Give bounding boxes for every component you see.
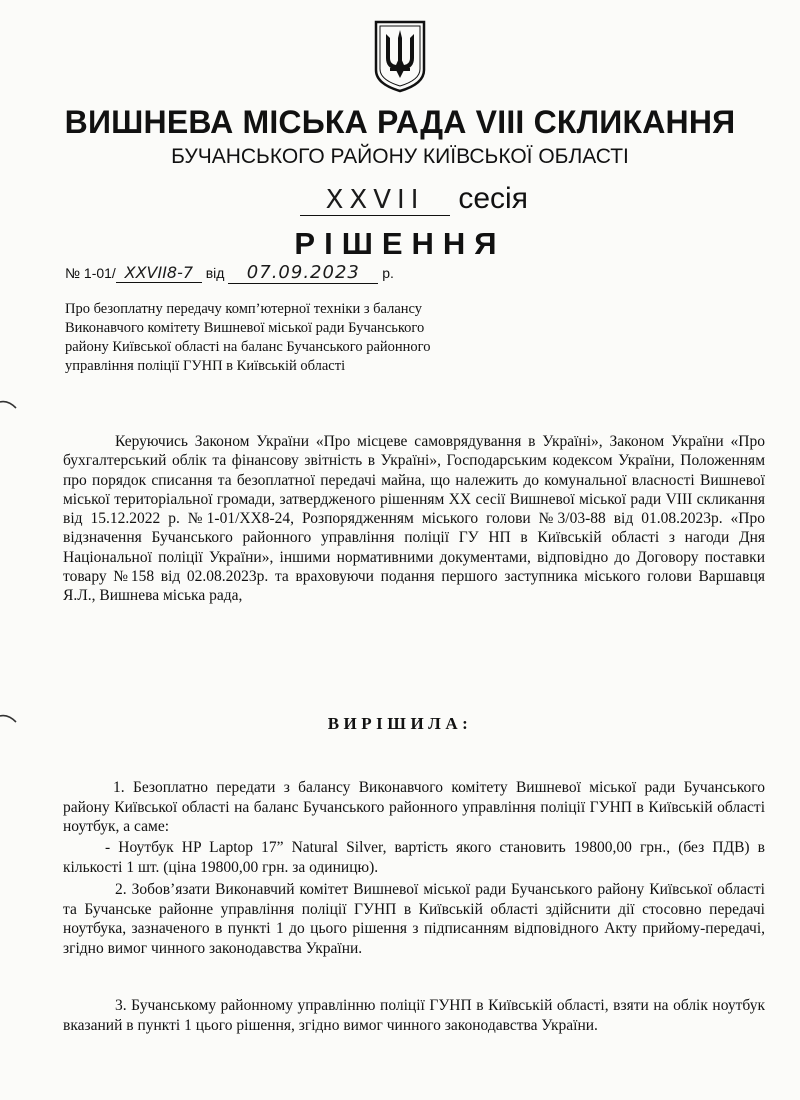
resolution-item-1-detail: - Ноутбук HP Laptop 17” Natural Silver, вартість якого становить 19800,00 грн., (без ПДВ) в кількості 1 шт. (ціна 19800,00 грн. за одиницю). — [63, 839, 765, 876]
resolution-item-3: 3. Бучанському районному управлінню поліції ГУНП в Київській області, взяти на облік ноутбук вказаний в пункті 1 цього рішення, згідно вимог чинного законодавства України. — [63, 997, 765, 1034]
session-line — [300, 182, 528, 216]
date-prefix: від — [205, 265, 225, 281]
resolution-item-1: 1. Безоплатно передати з балансу Виконавчого комітету Вишневої міської ради Бучанського району Київської області на баланс Бучанського районного управління поліції ГУНП в Київській області ноутбук, а саме: — [63, 779, 765, 835]
resolved-heading: ВИРІШИЛА: — [327, 714, 473, 733]
district-subtitle: БУЧАНСЬКОГО РАЙОНУ КИЇВСЬКОЇ ОБЛАСТІ — [171, 145, 629, 168]
council-title: ВИШНЕВА МІСЬКА РАДА VIII СКЛИКАННЯ — [64, 104, 736, 140]
session-label: сесія — [458, 182, 528, 215]
decision-date: 07.09.2023 — [228, 262, 378, 284]
resolution-item-2: 2. Зобов’язати Виконавчий комітет Вишневої міської ради Бучанського району Київської області та Бучанське районне управління поліції ГУНП в Київській області здійснити дії стосовно передачі ноутбука, зазначеного в пункті 1 до цього рішення з підписанням відповідного Акту прийому-передачі, згідно вимог чинного законодавства України. — [63, 881, 765, 957]
decision-number: XXVII8-7 — [116, 263, 202, 283]
decision-subject: Про безоплатну передачу комп’ютерної техніки з балансу Виконавчого комітету Вишневої міської ради Бучанського району Київської області на баланс Бучанського районного управління поліції ГУНП в Київській області — [65, 301, 431, 374]
decision-title: РІШЕННЯ — [294, 226, 506, 261]
decision-number-line — [65, 262, 394, 284]
preamble-paragraph: Керуючись Законом України «Про місцеве самоврядування в Україні», Законом України «Про бухгалтерський облік та фінансову звітність в Україні», Господарським кодексом України, Положенням про порядок списання та безоплатної передачі майна, що належить до комунальної власності Вишневої міської територіальної громади, затвердженого рішенням XX сесії Вишневої міської ради VIII скликання від 15.12.2022 р. №1-01/XX8-24, Розпорядженням міського голови №3/03-88 від 01.08.2023р. «Про відзначення Бучанського районного управління поліції ГУ НП в Київській області з нагоди Дня Національної поліції України», іншими нормативними документами, відповідно до Договору поставки товару №158 від 02.08.2023р. та враховуючи подання першого заступника міського голови Варшавця Я.Л., Вишнева міська рада, — [63, 433, 765, 605]
session-number: XXVII — [300, 185, 450, 216]
scan-edge-mark — [0, 398, 18, 412]
number-prefix: № 1-01/ — [65, 265, 116, 281]
date-suffix: р. — [382, 265, 394, 281]
coat-of-arms-icon — [372, 18, 428, 94]
